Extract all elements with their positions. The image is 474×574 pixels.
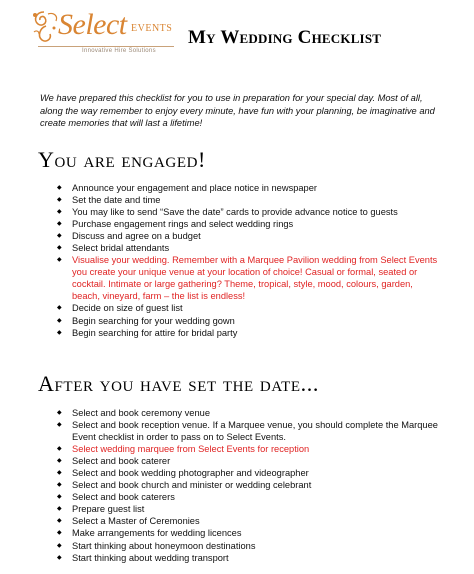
logo-divider [38, 46, 174, 47]
checklist-item [0, 230, 440, 242]
checklist-item-text: Visualise your wedding. Remember with a Marquee Pavilion wedding from Select Events you create your unique venue at your location of choice! Casual or formal, seated or cocktail. Intimate or large gathering? Theme, tropical, style, mood, colours, garden, beach, vineyard, farm – the list is endless! [72, 255, 438, 302]
checklist-item [0, 242, 440, 254]
diamond-bullet-icon: ◆ [57, 422, 62, 429]
checklist-item-text: Select and book caterers [72, 492, 175, 503]
checklist-item-text: Start thinking about honeymoon destinations [72, 540, 256, 551]
diamond-bullet-icon: ◆ [57, 329, 62, 336]
checklist-item [0, 194, 440, 206]
checklist-item-text: Select bridal attendants [72, 243, 170, 254]
checklist-item [0, 527, 440, 539]
checklist-item [0, 503, 440, 515]
checklist-item-text: Discuss and agree on a budget [72, 231, 201, 242]
checklist-item-text: Prepare guest list [72, 504, 145, 515]
checklist-item-text: Select and book reception venue. If a Marquee venue, you should complete the Marquee Event checklist in order to pass on to Select Events. [72, 420, 438, 443]
checklist-item-text: Announce your engagement and place notice in newspaper [72, 183, 317, 193]
checklist-item-text: Select a Master of Ceremonies [72, 516, 200, 527]
diamond-bullet-icon: ◆ [57, 542, 62, 549]
checklist-item-text: Select and book caterer [72, 456, 171, 467]
checklist-after-date [0, 407, 440, 564]
checklist-item [0, 455, 440, 467]
diamond-bullet-icon: ◆ [57, 410, 62, 416]
checklist-item-text: Make arrangements for wedding licences [72, 528, 242, 539]
checklist-item [0, 552, 440, 564]
checklist-item [0, 407, 440, 419]
diamond-bullet-icon: ◆ [57, 458, 62, 465]
checklist-item [0, 491, 440, 503]
diamond-bullet-icon: ◆ [57, 554, 62, 561]
diamond-bullet-icon: ◆ [57, 530, 62, 537]
page-title: My Wedding Checklist [188, 27, 382, 48]
checklist-item [0, 218, 440, 230]
checklist-item-text: Set the date and time [72, 195, 161, 206]
diamond-bullet-icon: ◆ [57, 185, 62, 191]
diamond-bullet-icon: ◆ [57, 506, 62, 513]
checklist-item [0, 443, 440, 455]
diamond-bullet-icon: ◆ [57, 245, 62, 252]
diamond-bullet-icon: ◆ [57, 317, 62, 324]
intro-paragraph: We have prepared this checklist for you to use in preparation for your special day. Most of all, along the way remember to enjoy every minute, have fun with your planning, be imaginative and create memories that will last a lifetime! [40, 93, 435, 128]
diamond-bullet-icon: ◆ [57, 446, 62, 453]
diamond-bullet-icon: ◆ [57, 482, 62, 489]
diamond-bullet-icon: ◆ [57, 257, 62, 264]
checklist-item-text: Select and book church and minister or wedding celebrant [72, 480, 312, 491]
section-heading-after-date: After you have set the date... [38, 371, 319, 396]
logo-tagline: Innovative Hire Solutions [82, 48, 156, 54]
checklist-item [0, 327, 440, 339]
checklist-item-text: Select and book wedding photographer and videographer [72, 468, 309, 479]
checklist-item [0, 182, 440, 194]
checklist-item [0, 479, 440, 491]
diamond-bullet-icon: ◆ [57, 209, 62, 216]
diamond-bullet-icon: ◆ [57, 221, 62, 228]
section-heading-engaged: You are engaged! [38, 147, 206, 172]
checklist-item [0, 206, 440, 218]
checklist-item [0, 419, 440, 443]
checklist-item-text: You may like to send “Save the date” cards to provide advance notice to guests [72, 207, 398, 218]
diamond-bullet-icon: ◆ [57, 470, 62, 477]
checklist-item-text: Begin searching for your wedding gown [72, 315, 235, 326]
diamond-bullet-icon: ◆ [57, 494, 62, 501]
checklist-item-text: Select and book ceremony venue [72, 408, 210, 418]
checklist-item [0, 254, 440, 302]
checklist-item-text: Decide on size of guest list [72, 303, 183, 314]
checklist-item-text: Select wedding marquee from Select Events for reception [72, 444, 310, 455]
checklist-engaged [0, 182, 440, 339]
checklist-item [0, 540, 440, 552]
checklist-item-text: Begin searching for attire for bridal party [72, 327, 238, 338]
checklist-item-text: Purchase engagement rings and select wedding rings [72, 219, 294, 230]
logo-brand-suffix: EVENTS [131, 23, 173, 34]
checklist-item [0, 302, 440, 314]
checklist-item [0, 315, 440, 327]
diamond-bullet-icon: ◆ [57, 518, 62, 525]
checklist-item-text: Start thinking about wedding transport [72, 552, 229, 563]
select-events-logo [30, 6, 180, 58]
diamond-bullet-icon: ◆ [57, 197, 62, 204]
checklist-item [0, 515, 440, 527]
logo-brand-text: Select [58, 8, 127, 41]
diamond-bullet-icon: ◆ [57, 233, 62, 240]
diamond-bullet-icon: ◆ [57, 305, 62, 312]
floral-swirl-icon [30, 6, 60, 46]
checklist-item [0, 467, 440, 479]
